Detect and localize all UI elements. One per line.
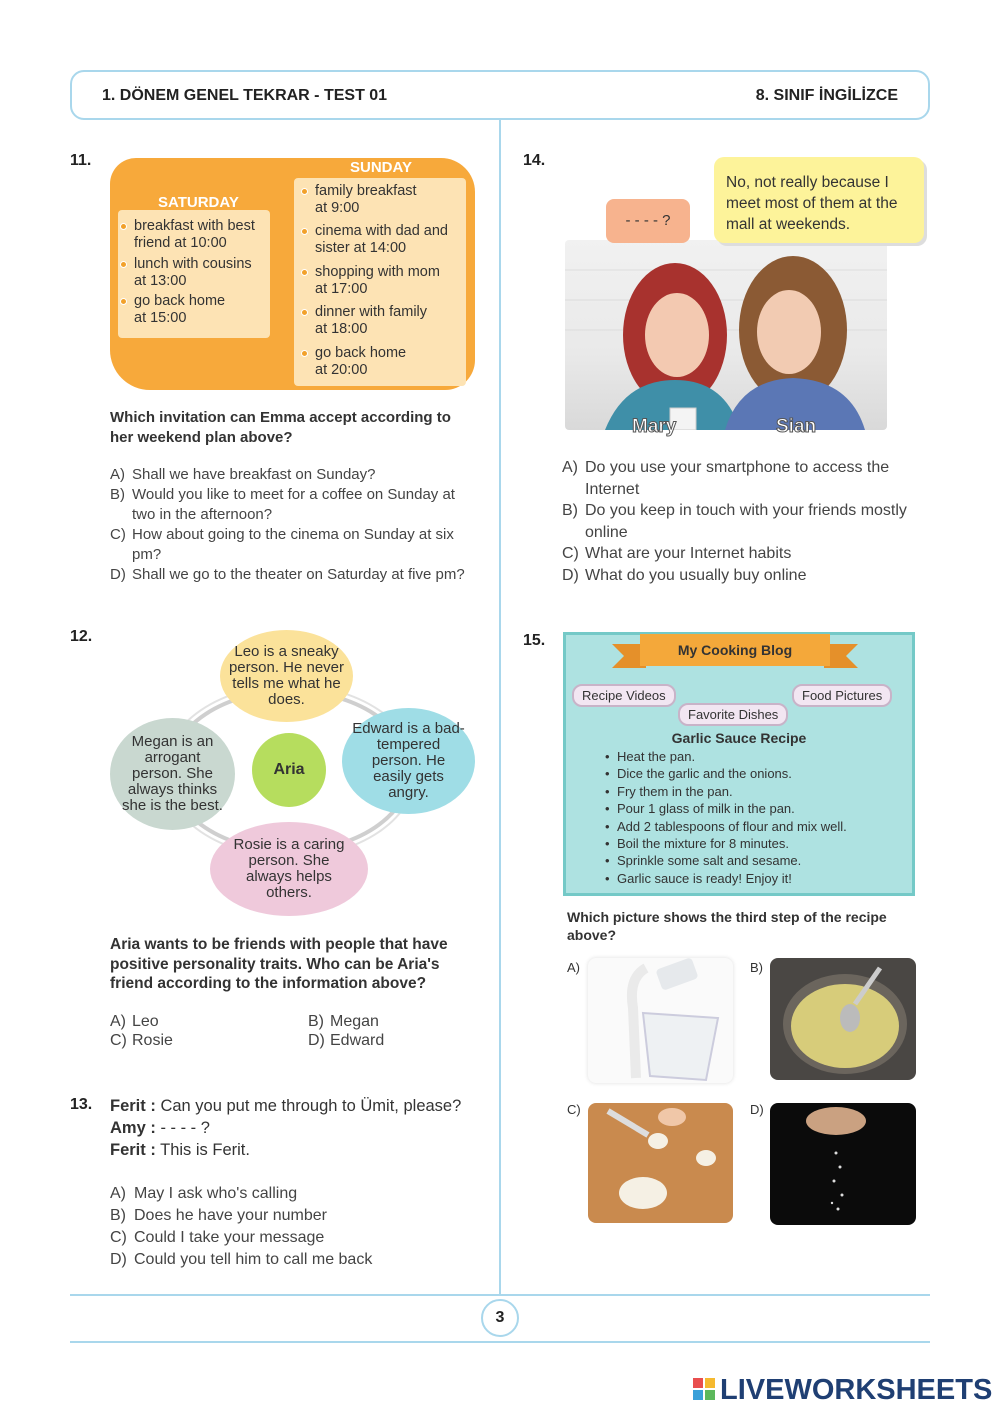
column-divider (499, 120, 501, 1295)
tab-favorite-dishes[interactable]: Favorite Dishes (678, 703, 788, 726)
sunday-item: go back home at 20:00 (315, 345, 406, 379)
sprinkle-salt-icon (770, 1103, 916, 1225)
option-d[interactable]: D) What do you usually buy online (562, 566, 807, 584)
grade-subject: 8. SINIF İNGİLİZCE (755, 87, 898, 104)
page-header (70, 70, 930, 120)
option-b[interactable]: B) Do you keep in touch with your friends mostly online (562, 502, 907, 541)
page-number: 3 (481, 1299, 519, 1337)
q11-number: 11. (70, 152, 92, 169)
option-c[interactable]: C) How about going to the cinema on Sunday at six pm? (110, 526, 454, 563)
blog-title: My Cooking Blog (640, 634, 830, 666)
bullet-icon (120, 298, 127, 305)
saturday-item: lunch with cousins at 13:00 (134, 256, 252, 290)
tab-recipe-videos[interactable]: Recipe Videos (572, 684, 676, 707)
speech-bubble-sian: No, not really because I meet most of them at the mall at weekends. (714, 157, 924, 243)
option-b[interactable]: B) Megan (308, 1013, 379, 1030)
picture-a-label: A) (567, 960, 580, 975)
recipe-step: • Heat the pan. (605, 748, 847, 765)
dialogue (110, 1095, 461, 1161)
picture-c-label: C) (567, 1102, 581, 1117)
option-b[interactable]: B) Would you like to meet for a coffee on Sunday at two in the afternoon? (110, 486, 455, 523)
recipe-step: • Garlic sauce is ready! Enjoy it! (605, 870, 847, 887)
dialogue-line: Amy : - - - - ? (110, 1119, 210, 1137)
bullet-icon (120, 261, 127, 268)
q12-number: 12. (70, 628, 93, 645)
two-girls-photo (565, 240, 887, 430)
megan-bubble: Megan is an arrogant person. She always thinks she is the best. (110, 718, 235, 830)
tab-food-pictures[interactable]: Food Pictures (792, 684, 892, 707)
sunday-item: dinner with family at 18:00 (315, 304, 427, 338)
picture-b-label: B) (750, 960, 763, 975)
recipe-steps (605, 748, 847, 887)
bullet-icon (301, 309, 308, 316)
option-d[interactable]: D) Edward (308, 1032, 385, 1049)
option-c[interactable]: C) What are your Internet habits (562, 545, 792, 562)
sunday-item: family breakfast at 9:00 (315, 183, 417, 217)
sunday-item: cinema with dad and sister at 14:00 (315, 223, 448, 257)
bullet-icon (120, 223, 127, 230)
option-c[interactable]: C) Could I take your message (110, 1229, 325, 1246)
option-d[interactable]: D) Shall we go to the theater on Saturday at five pm? (110, 566, 465, 583)
q13-number: 13. (70, 1096, 93, 1113)
bullet-icon (301, 350, 308, 357)
bullet-icon (301, 228, 308, 235)
speech-bubble-mary: - - - - ? (606, 199, 690, 243)
sunday-item: shopping with mom at 17:00 (315, 264, 440, 298)
option-b[interactable]: B) Does he have your number (110, 1207, 327, 1224)
recipe-step: • Fry them in the pan. (605, 783, 847, 800)
aria-center: Aria (252, 733, 326, 807)
leo-bubble: Leo is a sneaky person. He never tells me what he does. (220, 630, 353, 722)
q15-question: Which picture shows the third step of the recipe above? (567, 909, 887, 943)
liveworksheets-logo-icon (693, 1378, 715, 1400)
recipe-step: • Add 2 tablespoons of flour and mix well. (605, 818, 847, 835)
option-d[interactable]: D) Could you tell him to call me back (110, 1251, 373, 1268)
bullet-icon (301, 188, 308, 195)
q13-options (110, 1183, 372, 1271)
saturday-item: go back home at 15:00 (134, 293, 225, 327)
recipe-step: • Dice the garlic and the onions. (605, 765, 847, 782)
edward-bubble: Edward is a bad-tempered person. He easily gets angry. (342, 708, 475, 814)
liveworksheets-logo: LIVEWORKSHEETS (720, 1374, 993, 1406)
chopped-onions-icon (588, 1103, 733, 1223)
option-a[interactable]: A) Shall we have breakfast on Sunday? (110, 466, 376, 483)
saturday-title: SATURDAY (158, 194, 239, 211)
q14-options (562, 457, 932, 586)
footer-line-top (70, 1294, 930, 1296)
recipe-step: • Pour 1 glass of milk in the pan. (605, 800, 847, 817)
name-sian: Sian (776, 416, 817, 437)
q15-number: 15. (523, 632, 546, 649)
option-a[interactable]: A) Leo (110, 1013, 159, 1030)
q11-question: Which invitation can Emma accept according to her weekend plan above? (110, 409, 451, 446)
option-a[interactable]: A) Do you use your smartphone to access the Internet (562, 459, 890, 498)
dialogue-line: Ferit : This is Ferit. (110, 1141, 250, 1159)
frying-pan-icon (770, 958, 916, 1080)
sunday-title: SUNDAY (350, 159, 412, 176)
girls-illustration (565, 240, 887, 430)
q11-options (110, 465, 480, 585)
option-a[interactable]: A) May I ask who's calling (110, 1185, 298, 1202)
recipe-step: • Sprinkle some salt and sesame. (605, 852, 847, 869)
option-c[interactable]: C) Rosie (110, 1032, 173, 1049)
picture-c-chopping[interactable] (588, 1103, 733, 1223)
footer-line-bottom (70, 1341, 930, 1343)
saturday-item: breakfast with best friend at 10:00 (134, 218, 255, 252)
picture-d-sprinkle[interactable] (770, 1103, 916, 1225)
bullet-icon (301, 269, 308, 276)
q12-question: Aria wants to be friends with people that have positive personality traits. Who can be Aria's friend according to the information above? (110, 936, 448, 992)
recipe-title: Garlic Sauce Recipe (671, 730, 807, 746)
picture-b-frying[interactable] (770, 958, 916, 1080)
rosie-bubble: Rosie is a caring person. She always helps others. (210, 822, 368, 916)
picture-a-milk[interactable] (588, 958, 733, 1083)
milk-glass-icon (588, 958, 733, 1083)
q14-number: 14. (523, 152, 546, 169)
name-mary: Mary (632, 416, 677, 437)
dialogue-line: Ferit : Can you put me through to Ümit, please? (110, 1097, 462, 1115)
picture-d-label: D) (750, 1102, 764, 1117)
recipe-step: • Boil the mixture for 8 minutes. (605, 835, 847, 852)
test-title: 1. DÖNEM GENEL TEKRAR - TEST 01 (102, 87, 388, 104)
